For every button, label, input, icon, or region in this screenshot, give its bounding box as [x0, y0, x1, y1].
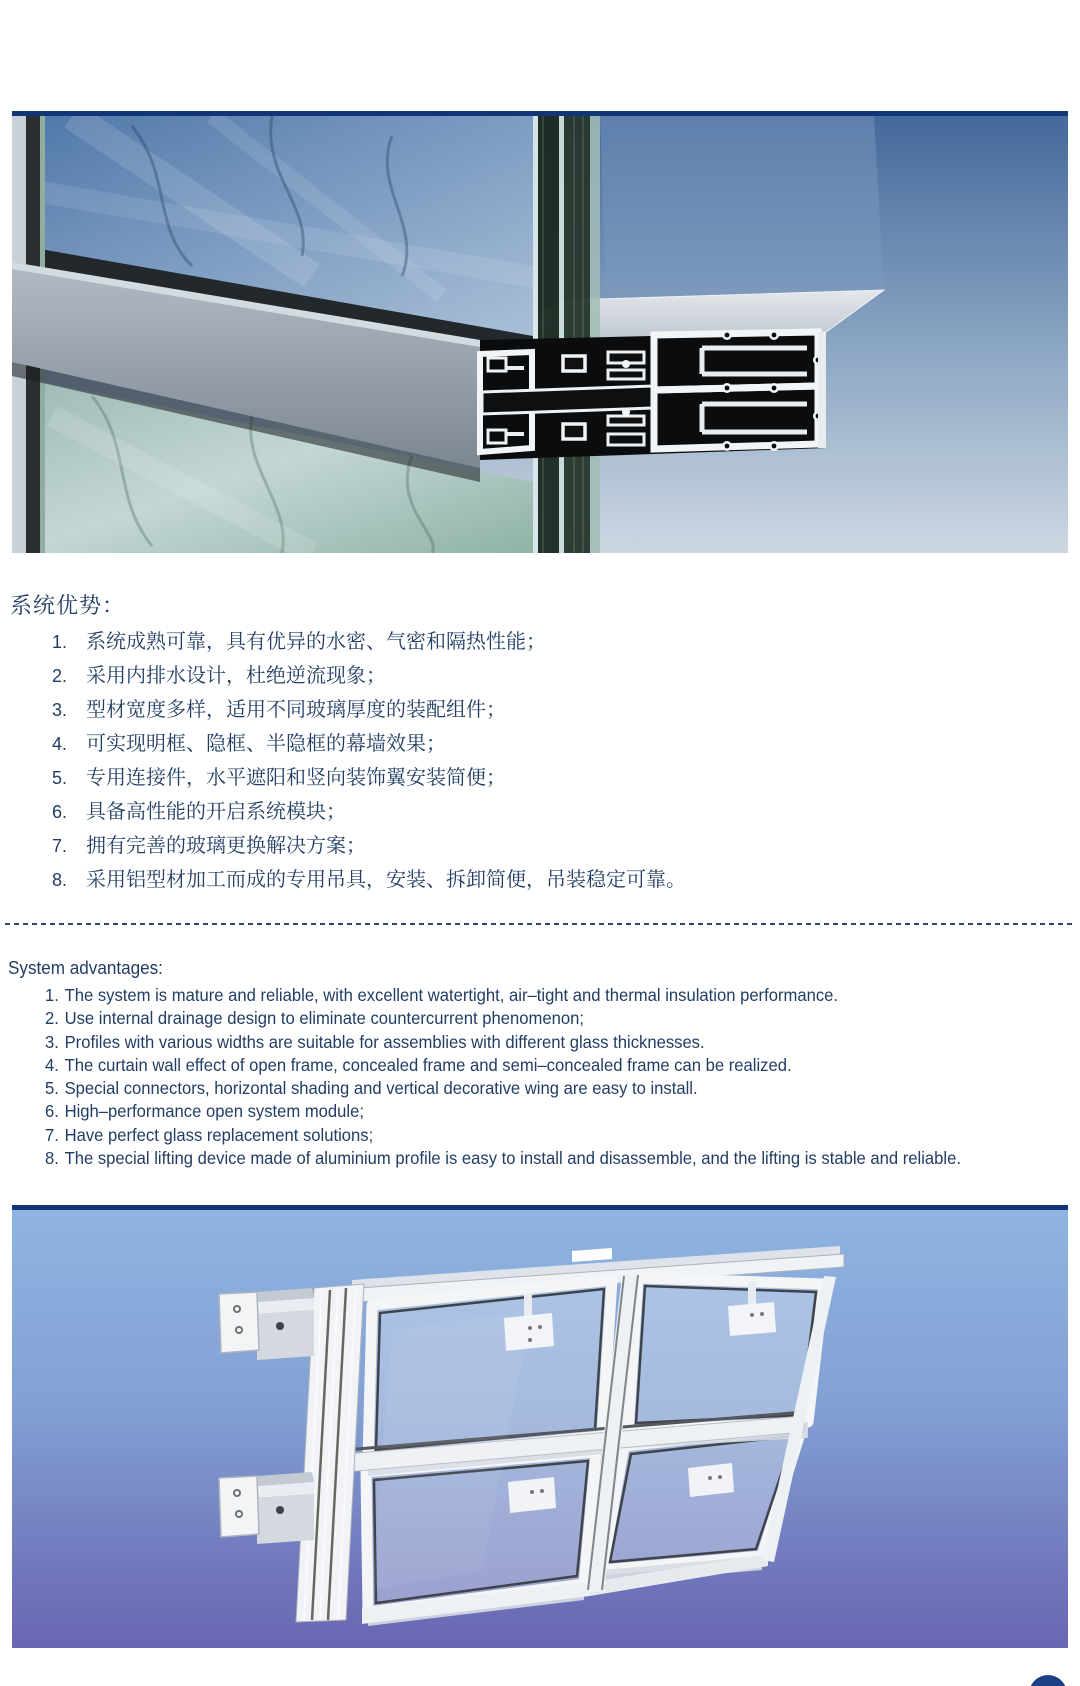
- zh-advantages-heading: 系统优势：: [10, 593, 126, 618]
- curtain-wall-section-render: [12, 116, 1068, 553]
- zh-advantage-item: 4. 可实现明框、隐框、半隐框的幕墙效果；: [52, 733, 446, 755]
- wall-bracket-upper: [219, 1288, 314, 1360]
- en-advantage-item: 6. High–performance open system module;: [45, 1101, 364, 1122]
- zh-advantage-item: 8. 采用铝型材加工而成的专用吊具，安装、拆卸简便，吊装稳定可靠。: [52, 869, 686, 891]
- en-advantages-heading: System advantages:: [8, 958, 163, 978]
- en-advantage-item: 3. Profiles with various widths are suitable for assemblies with different glass thicknesses.: [45, 1031, 705, 1052]
- zh-advantage-item: 6. 具备高性能的开启系统模块；: [52, 801, 346, 823]
- en-advantage-item: 2. Use internal drainage design to eliminate countercurrent phenomenon;: [45, 1008, 584, 1029]
- en-advantage-item: 1. The system is mature and reliable, with excellent watertight, air–tight and thermal insulation performance.: [45, 985, 839, 1005]
- vertical-glass-fin: [533, 116, 600, 553]
- section-right-cap: [818, 332, 826, 448]
- zh-advantage-item: 2. 采用内排水设计，杜绝逆流现象；: [52, 665, 386, 687]
- zh-advantage-item: 7. 拥有完善的玻璃更换解决方案；: [52, 835, 366, 857]
- profile-cross-section: [480, 330, 826, 460]
- zh-advantage-item: 3. 型材宽度多样，适用不同玻璃厚度的装配组件；: [52, 699, 506, 721]
- en-advantage-item: 5. Special connectors, horizontal shading and vertical decorative wing are easy to install.: [45, 1078, 698, 1099]
- zh-advantage-item: 5. 专用连接件，水平遮阳和竖向装饰翼安装简便；: [52, 767, 506, 789]
- wall-bracket-lower: [219, 1472, 314, 1544]
- en-advantage-item: 4. The curtain wall effect of open frame, concealed frame and semi–concealed frame can be realized.: [45, 1054, 792, 1075]
- zh-advantage-item: 1. 系统成熟可靠，具有优异的水密、气密和隔热性能；: [52, 631, 546, 653]
- curtain-wall-unit-render: [12, 1210, 1068, 1648]
- en-advantage-item: 7. Have perfect glass replacement solutions;: [45, 1124, 374, 1145]
- glass-pane: [628, 1278, 824, 1431]
- top-figure: [12, 111, 1068, 553]
- page-number-badge: [1029, 1675, 1067, 1686]
- interlock-arm: [482, 386, 652, 414]
- glass-pane-upper-right: [600, 116, 884, 302]
- bottom-figure: [12, 1205, 1068, 1648]
- en-advantages-list: [45, 984, 1009, 1170]
- zh-advantages-list: [52, 625, 686, 897]
- dashed-divider: [5, 923, 1075, 925]
- en-advantage-item: 8. The special lifting device made of aluminium profile is easy to install and disassemble, and the lifting is stable and reliable.: [45, 1148, 961, 1169]
